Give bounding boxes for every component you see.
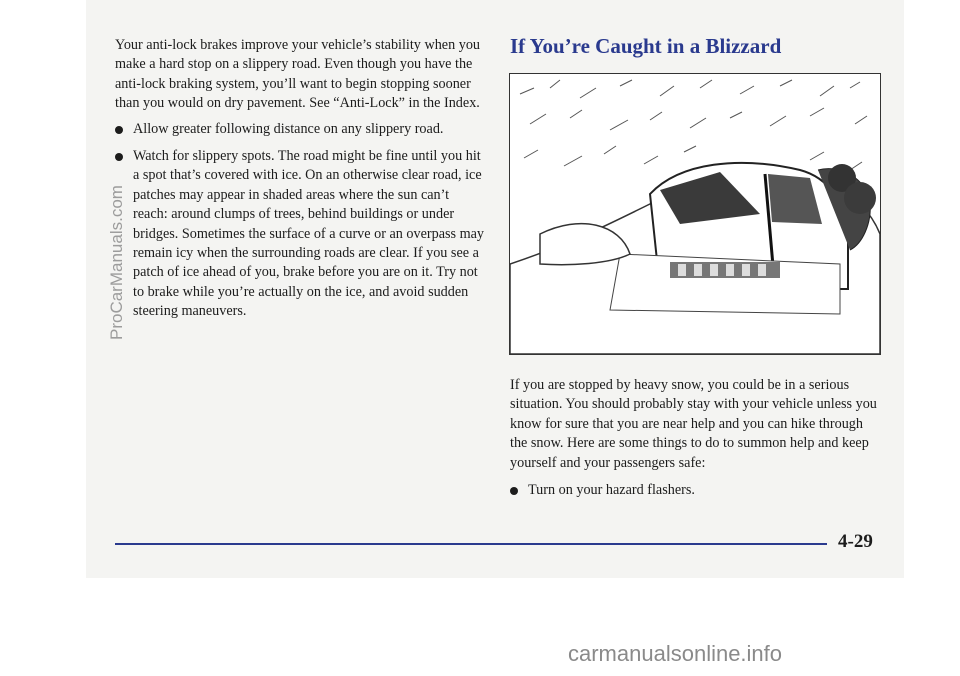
bullet-icon (115, 153, 123, 161)
side-watermark: ProCarManuals.com (107, 185, 126, 340)
left-column (115, 36, 485, 330)
list-item (510, 481, 880, 500)
list-item (115, 147, 485, 322)
bullet-icon (510, 487, 518, 495)
list-item (115, 120, 485, 139)
snow-car-icon (510, 74, 880, 354)
bullet-text: Watch for slippery spots. The road might be fine until you hit a spot that’s covered with ice. On an otherwise clear road, ice patches may appear in shaded areas where the sun can’t reach: around clumps of trees, behind buildings or under bridges. Sometimes the surface of a curve or an overpass may remain icy when the surrounding roads are clear. If you see a patch of ice ahead of you, brake before you are on it. Try not to brake while you’re actually on the ice, and avoid sudden steering maneuvers. (133, 148, 485, 320)
section-heading: If You’re Caught in a Blizzard (510, 34, 782, 58)
bullet-text: Allow greater following distance on any slippery road. (133, 120, 444, 137)
page-number: 4-29 (838, 531, 873, 552)
intro-paragraph: Your anti-lock brakes improve your vehicle’s stability when you make a hard stop on a slippery road. Even though you have the anti-lock braking system, you’ll want to begin stopping sooner than you would on dry pavement. See “Anti-Lock” in the Index. (115, 37, 481, 112)
right-column (510, 376, 880, 508)
footer-rule (115, 543, 827, 545)
blizzard-illustration (509, 73, 881, 355)
bullet-icon (115, 126, 123, 134)
footer-watermark: carmanualsonline.info (568, 641, 783, 666)
body-paragraph: If you are stopped by heavy snow, you could be in a serious situation. You should probably stay with your vehicle unless you know for sure that you are near help and you can hike through the snow. Here are some things to do to summon help and keep yourself and your passengers safe: (510, 377, 877, 471)
bullet-text: Turn on your hazard flashers. (528, 482, 695, 499)
